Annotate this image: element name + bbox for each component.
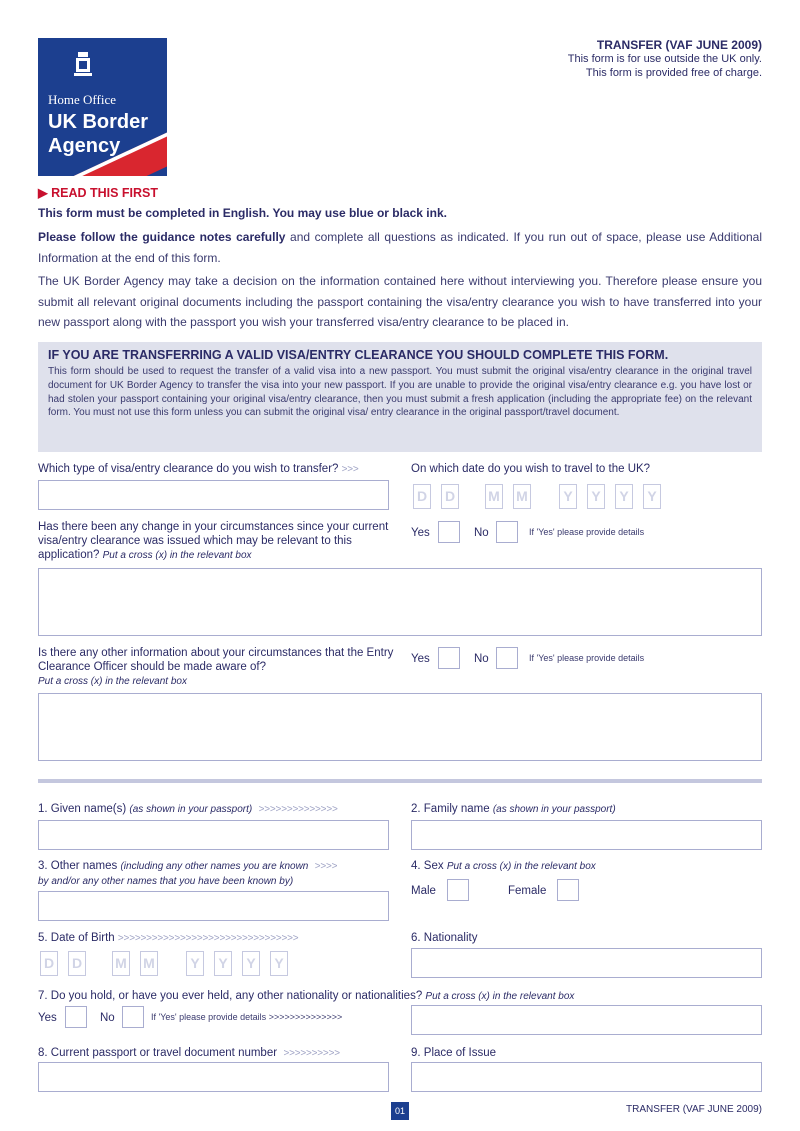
given-name-hint: (as shown in your passport) — [129, 804, 253, 815]
change-no-label: No — [474, 527, 489, 539]
change-details-textarea[interactable] — [38, 568, 762, 636]
uk-border-agency-logo — [38, 38, 167, 176]
other-names-arrows: >>>> — [314, 861, 338, 872]
travel-date-label: On which date do you wish to travel to the UK? — [411, 463, 651, 475]
other-nat-if-yes-text: If 'Yes' please provide details — [151, 1012, 267, 1022]
visa-type-arrows: >>> — [341, 464, 359, 475]
passport-number-text: 8. Current passport or travel document number — [38, 1047, 278, 1059]
male-label: Male — [411, 885, 436, 897]
travel-date-d1[interactable]: D — [413, 484, 431, 509]
dob-y1[interactable]: Y — [186, 951, 204, 976]
intro-english-ink: This form must be completed in English. You may use blue or black ink. — [38, 206, 447, 220]
male-checkbox[interactable] — [447, 879, 469, 901]
change-circumstances-label — [38, 520, 398, 563]
other-yes-label: Yes — [411, 653, 430, 665]
form-title: TRANSFER (VAF JUNE 2009) — [596, 38, 762, 52]
other-cross-hint: Put a cross (x) in the relevant box — [38, 676, 187, 687]
other-nat-yes-label: Yes — [38, 1012, 57, 1024]
other-no-label: No — [474, 653, 489, 665]
dob-text: 5. Date of Birth — [38, 932, 115, 944]
travel-date-m1[interactable]: M — [485, 484, 503, 509]
visa-type-input[interactable] — [38, 480, 389, 510]
family-name-input[interactable] — [411, 820, 762, 850]
dob-y3[interactable]: Y — [242, 951, 260, 976]
change-cross-hint: Put a cross (x) in the relevant box — [102, 550, 252, 561]
other-nationality-hint: Put a cross (x) in the relevant box — [425, 991, 575, 1002]
travel-date-m2[interactable]: M — [513, 484, 531, 509]
other-nationality-details-input[interactable] — [411, 1005, 762, 1035]
change-no-checkbox[interactable] — [496, 521, 518, 543]
royal-crest-icon — [72, 50, 94, 80]
header-note-outside-uk: This form is for use outside the UK only. — [567, 53, 762, 65]
other-nationality-label — [38, 989, 574, 1004]
sex-hint: Put a cross (x) in the relevant box — [446, 861, 596, 872]
sex-label — [411, 859, 596, 874]
change-yes-label: Yes — [411, 527, 430, 539]
nationality-input[interactable] — [411, 948, 762, 978]
travel-date-y2[interactable]: Y — [587, 484, 605, 509]
other-info-text: Is there any other information about your circumstances that the Entry Clearance Officer should be made aware of? — [38, 647, 394, 673]
change-if-yes-note: If 'Yes' please provide details — [529, 527, 645, 537]
given-name-input[interactable] — [38, 820, 389, 850]
travel-date-y1[interactable]: Y — [559, 484, 577, 509]
passport-number-arrows: >>>>>>>>>> — [283, 1048, 340, 1059]
page-number: 01 — [391, 1102, 409, 1120]
notice-body: This form should be used to request the transfer of a valid visa into a new passport. You must submit the original visa/entry clearance in the original travel document for UK Border Agency to transfer the visa into your new passport. If you are unable to provide the original visa/entry clearance e.g. you have lost or had stolen your passport containing your original visa/entry clearance, then you must submit a fresh application (including the appropriate fee) on the relevant form. You must not use this form unless you can submit the original visa/ entry clearance in the original passport/travel document. — [48, 366, 752, 419]
other-nat-arrows: >>>>>>>>>>>>>> — [268, 1012, 343, 1022]
visa-type-text: Which type of visa/entry clearance do you wish to transfer? — [38, 463, 339, 475]
travel-date-y3[interactable]: Y — [615, 484, 633, 509]
travel-date-y4[interactable]: Y — [643, 484, 661, 509]
intro-decision: The UK Border Agency may take a decision on the information contained here without interviewing you. Therefore please ensure you submit all relevant original documents including the passport containing the visa/entry clearance you wish to have transferred into your new passport along with the passport you wish your transferred visa/entry clearance to be placed in. — [38, 274, 762, 329]
change-circumstances-text: Has there been any change in your circumstances since your current visa/entry clearance was issued which may be relevant to this application? — [38, 521, 389, 561]
dob-y4[interactable]: Y — [270, 951, 288, 976]
place-of-issue-label: 9. Place of Issue — [411, 1047, 497, 1059]
dob-y2[interactable]: Y — [214, 951, 232, 976]
other-details-textarea[interactable] — [38, 693, 762, 761]
logo-line-uk-border: UK Border — [48, 111, 149, 133]
transfer-notice — [38, 342, 762, 452]
read-this-first-heading: ▶ READ THIS FIRST — [38, 186, 159, 200]
family-name-label — [411, 802, 616, 817]
footer-form-title: TRANSFER (VAF JUNE 2009) — [626, 1104, 762, 1115]
other-info-label — [38, 646, 398, 689]
notice-heading: IF YOU ARE TRANSFERRING A VALID VISA/ENTRY CLEARANCE YOU SHOULD COMPLETE THIS FORM. — [48, 348, 669, 362]
female-label: Female — [508, 885, 547, 897]
other-nat-no-label: No — [100, 1012, 115, 1024]
intro-guidance-bold: Please follow the guidance notes carefully — [38, 230, 286, 244]
dob-arrows: >>>>>>>>>>>>>>>>>>>>>>>>>>>>>>>> — [117, 933, 299, 944]
dob-d1[interactable]: D — [40, 951, 58, 976]
visa-type-label — [38, 462, 359, 477]
intro-guidance — [38, 227, 762, 268]
change-yes-checkbox[interactable] — [438, 521, 460, 543]
section-divider — [38, 779, 762, 783]
other-no-checkbox[interactable] — [496, 647, 518, 669]
logo-home-office: Home Office — [48, 92, 116, 107]
family-name-text: 2. Family name — [411, 803, 490, 815]
female-checkbox[interactable] — [557, 879, 579, 901]
other-names-label — [38, 859, 398, 889]
place-of-issue-input[interactable] — [411, 1062, 762, 1092]
given-name-arrows: >>>>>>>>>>>>>> — [258, 804, 338, 815]
dob-d2[interactable]: D — [68, 951, 86, 976]
other-nationality-text: 7. Do you hold, or have you ever held, any other nationality or nationalities? — [38, 990, 423, 1002]
dob-m2[interactable]: M — [140, 951, 158, 976]
other-names-hint2: by and/or any other names that you have been known by) — [38, 876, 294, 887]
other-names-input[interactable] — [38, 891, 389, 921]
logo-line-agency: Agency — [48, 135, 121, 157]
intro-guidance-rest: and complete all questions as indicated. If you run out of space, please use Additional Information at the end of this form. — [38, 230, 763, 265]
dob-label — [38, 931, 298, 946]
other-names-hint: (including any other names you are known — [120, 861, 309, 872]
header-note-free: This form is provided free of charge. — [585, 67, 762, 79]
given-name-text: 1. Given name(s) — [38, 803, 127, 815]
nationality-label: 6. Nationality — [411, 932, 478, 944]
sex-text: 4. Sex — [411, 860, 444, 872]
form-header — [568, 38, 762, 80]
other-names-text: 3. Other names — [38, 860, 118, 872]
other-yes-checkbox[interactable] — [438, 647, 460, 669]
family-name-hint: (as shown in your passport) — [492, 804, 616, 815]
passport-number-input[interactable] — [38, 1062, 389, 1092]
given-name-label — [38, 802, 338, 817]
other-nat-no-checkbox[interactable] — [122, 1006, 144, 1028]
passport-number-label — [38, 1046, 340, 1061]
other-nat-if-yes-note — [151, 1012, 342, 1022]
travel-date-d2[interactable]: D — [441, 484, 459, 509]
other-nat-yes-checkbox[interactable] — [65, 1006, 87, 1028]
other-if-yes-note: If 'Yes' please provide details — [529, 653, 645, 663]
dob-m1[interactable]: M — [112, 951, 130, 976]
